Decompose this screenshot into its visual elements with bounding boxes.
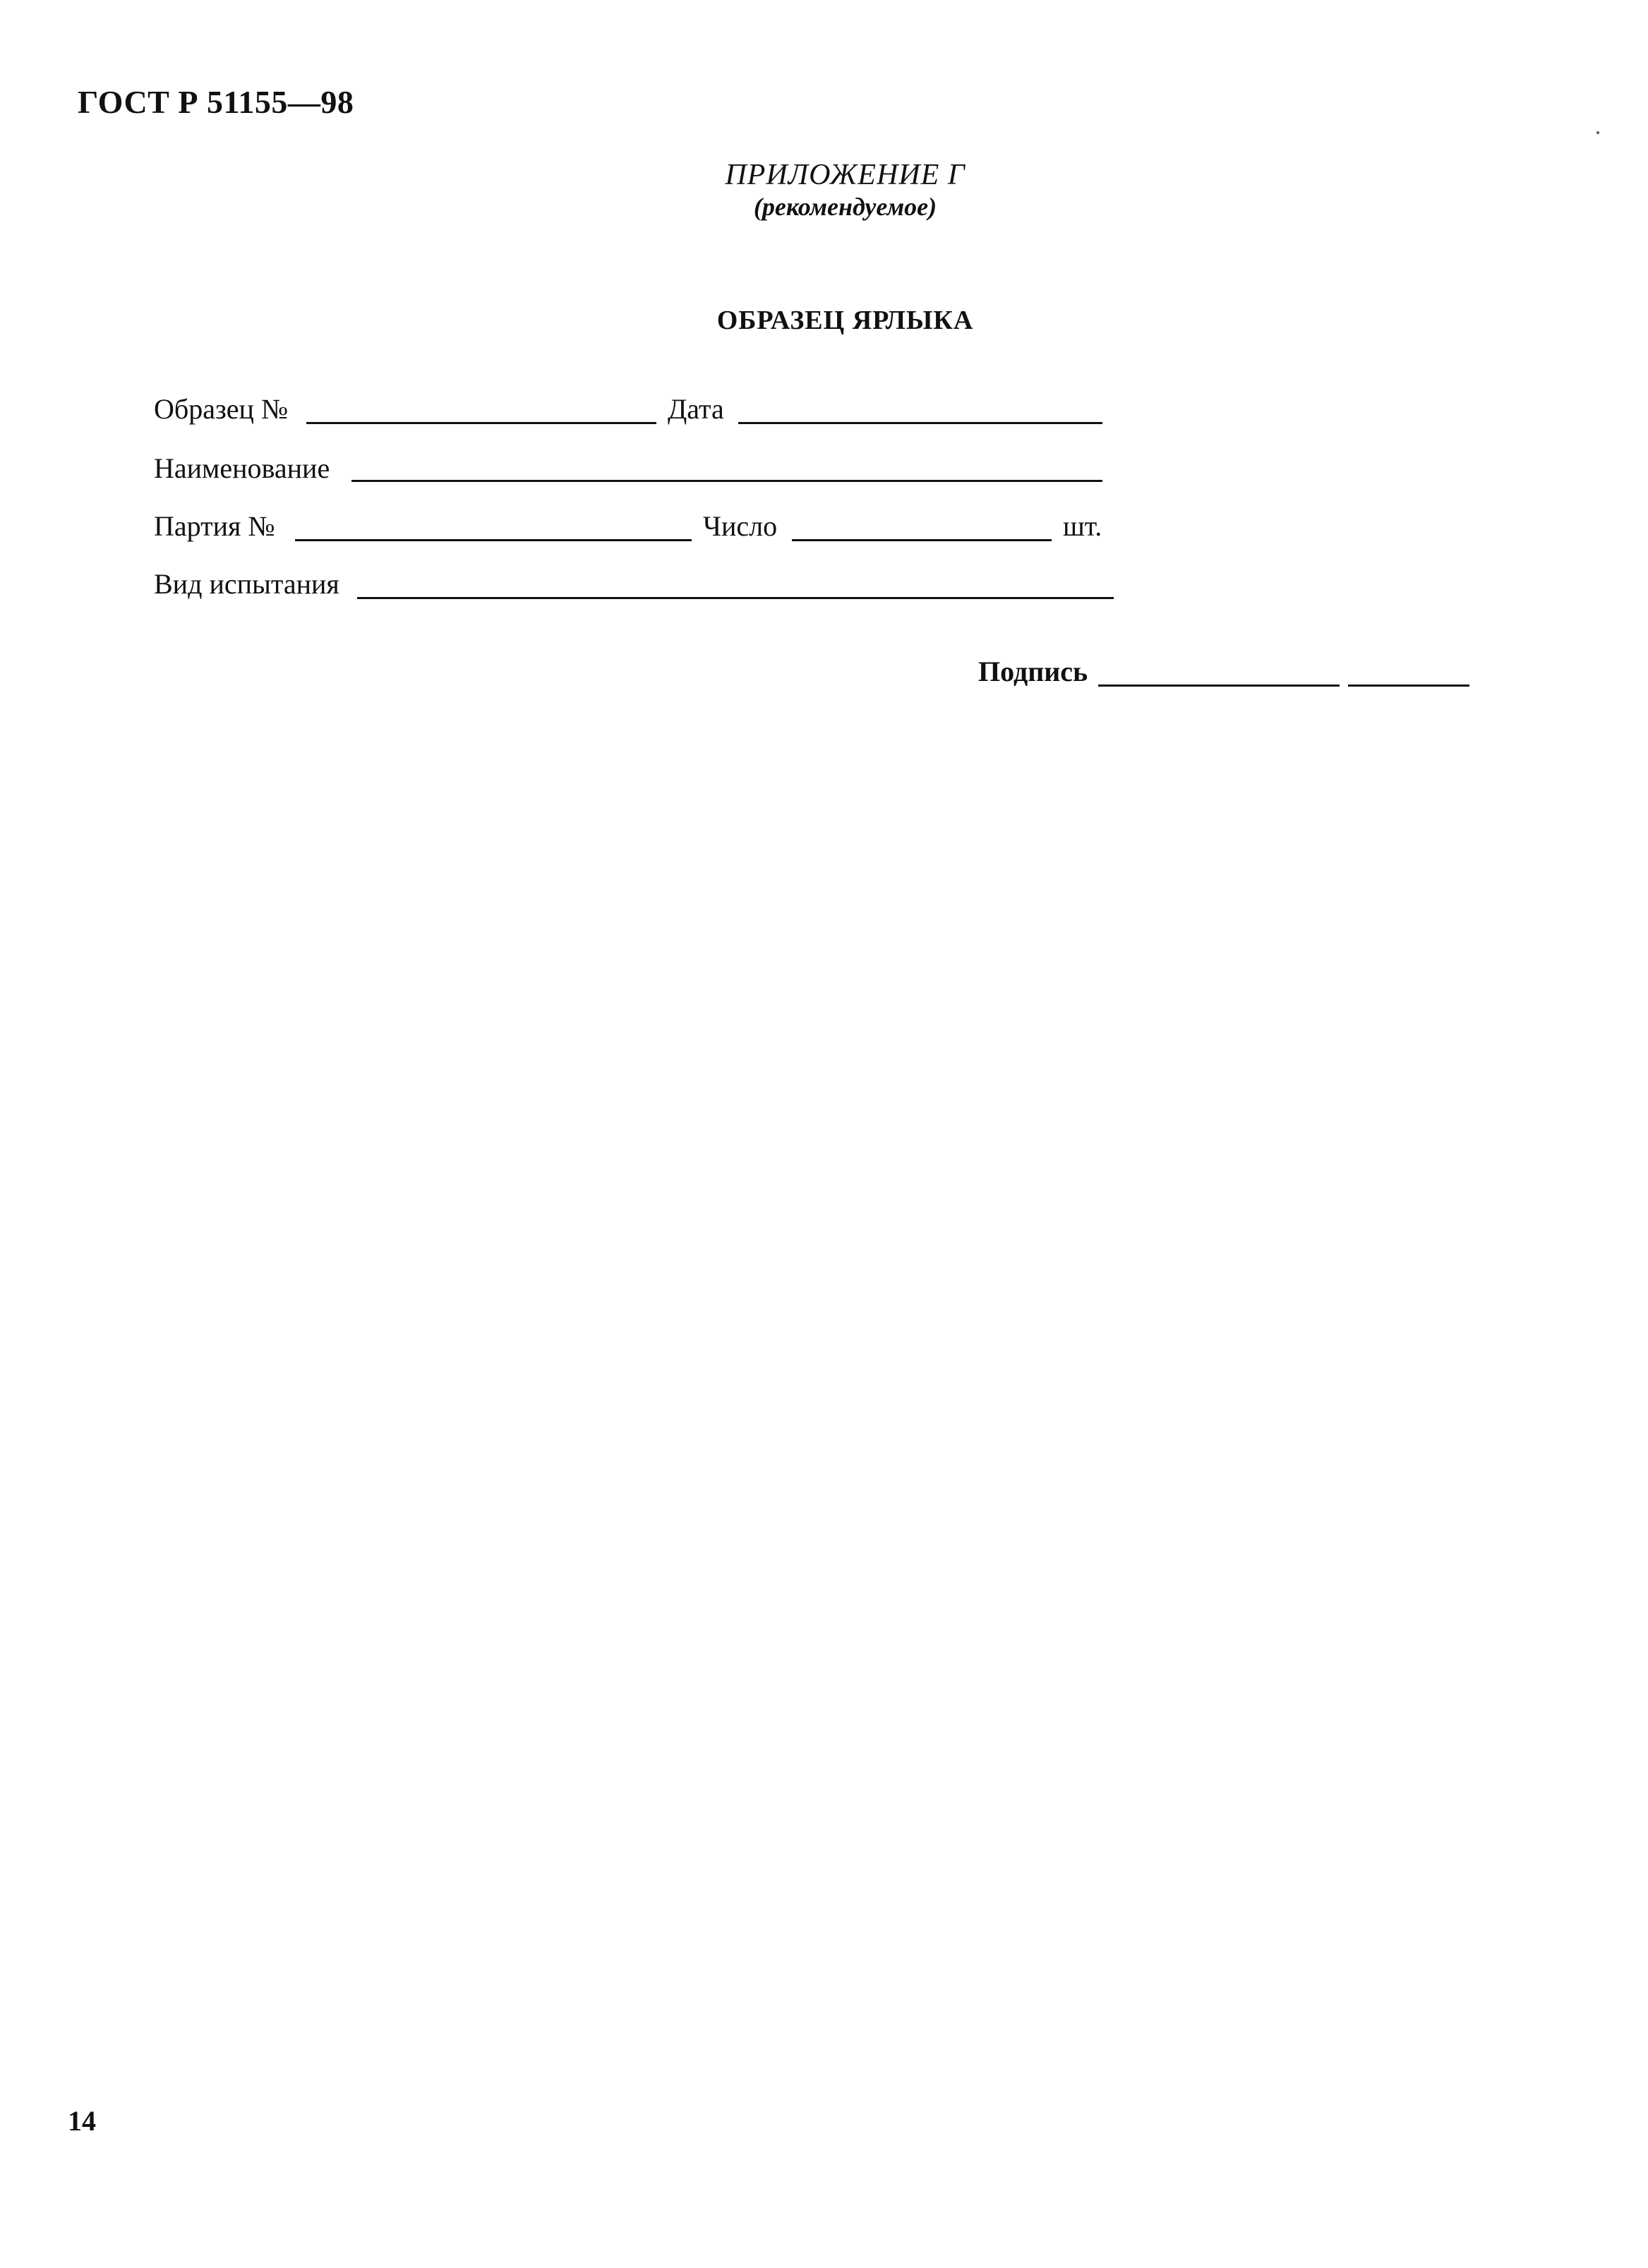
sample-no-label: Образец №	[154, 393, 289, 425]
test-type-label: Вид испытания	[154, 568, 339, 600]
scan-speck	[1596, 131, 1599, 134]
signature-date-field[interactable]	[1348, 684, 1469, 687]
page-number: 14	[68, 2105, 96, 2137]
count-label: Число	[703, 510, 778, 542]
form-title: ОБРАЗЕЦ ЯРЛЫКА	[716, 306, 974, 335]
sample-no-field[interactable]	[306, 422, 656, 424]
name-label: Наименование	[154, 452, 330, 484]
document-code: ГОСТ Р 51155—98	[78, 84, 354, 120]
count-field[interactable]	[792, 539, 1052, 541]
signature-field[interactable]	[1098, 684, 1340, 687]
appendix-title: ПРИЛОЖЕНИЕ Г	[725, 159, 966, 191]
date-label: Дата	[668, 393, 724, 425]
test-type-field[interactable]	[357, 597, 1114, 599]
signature-label: Подпись	[978, 656, 1088, 687]
batch-no-field[interactable]	[295, 539, 692, 541]
unit-label: шт.	[1063, 510, 1102, 542]
name-field[interactable]	[351, 480, 1102, 482]
appendix-subtitle: (рекомендуемое)	[753, 193, 937, 221]
date-field[interactable]	[738, 422, 1102, 424]
batch-no-label: Партия №	[154, 510, 275, 542]
